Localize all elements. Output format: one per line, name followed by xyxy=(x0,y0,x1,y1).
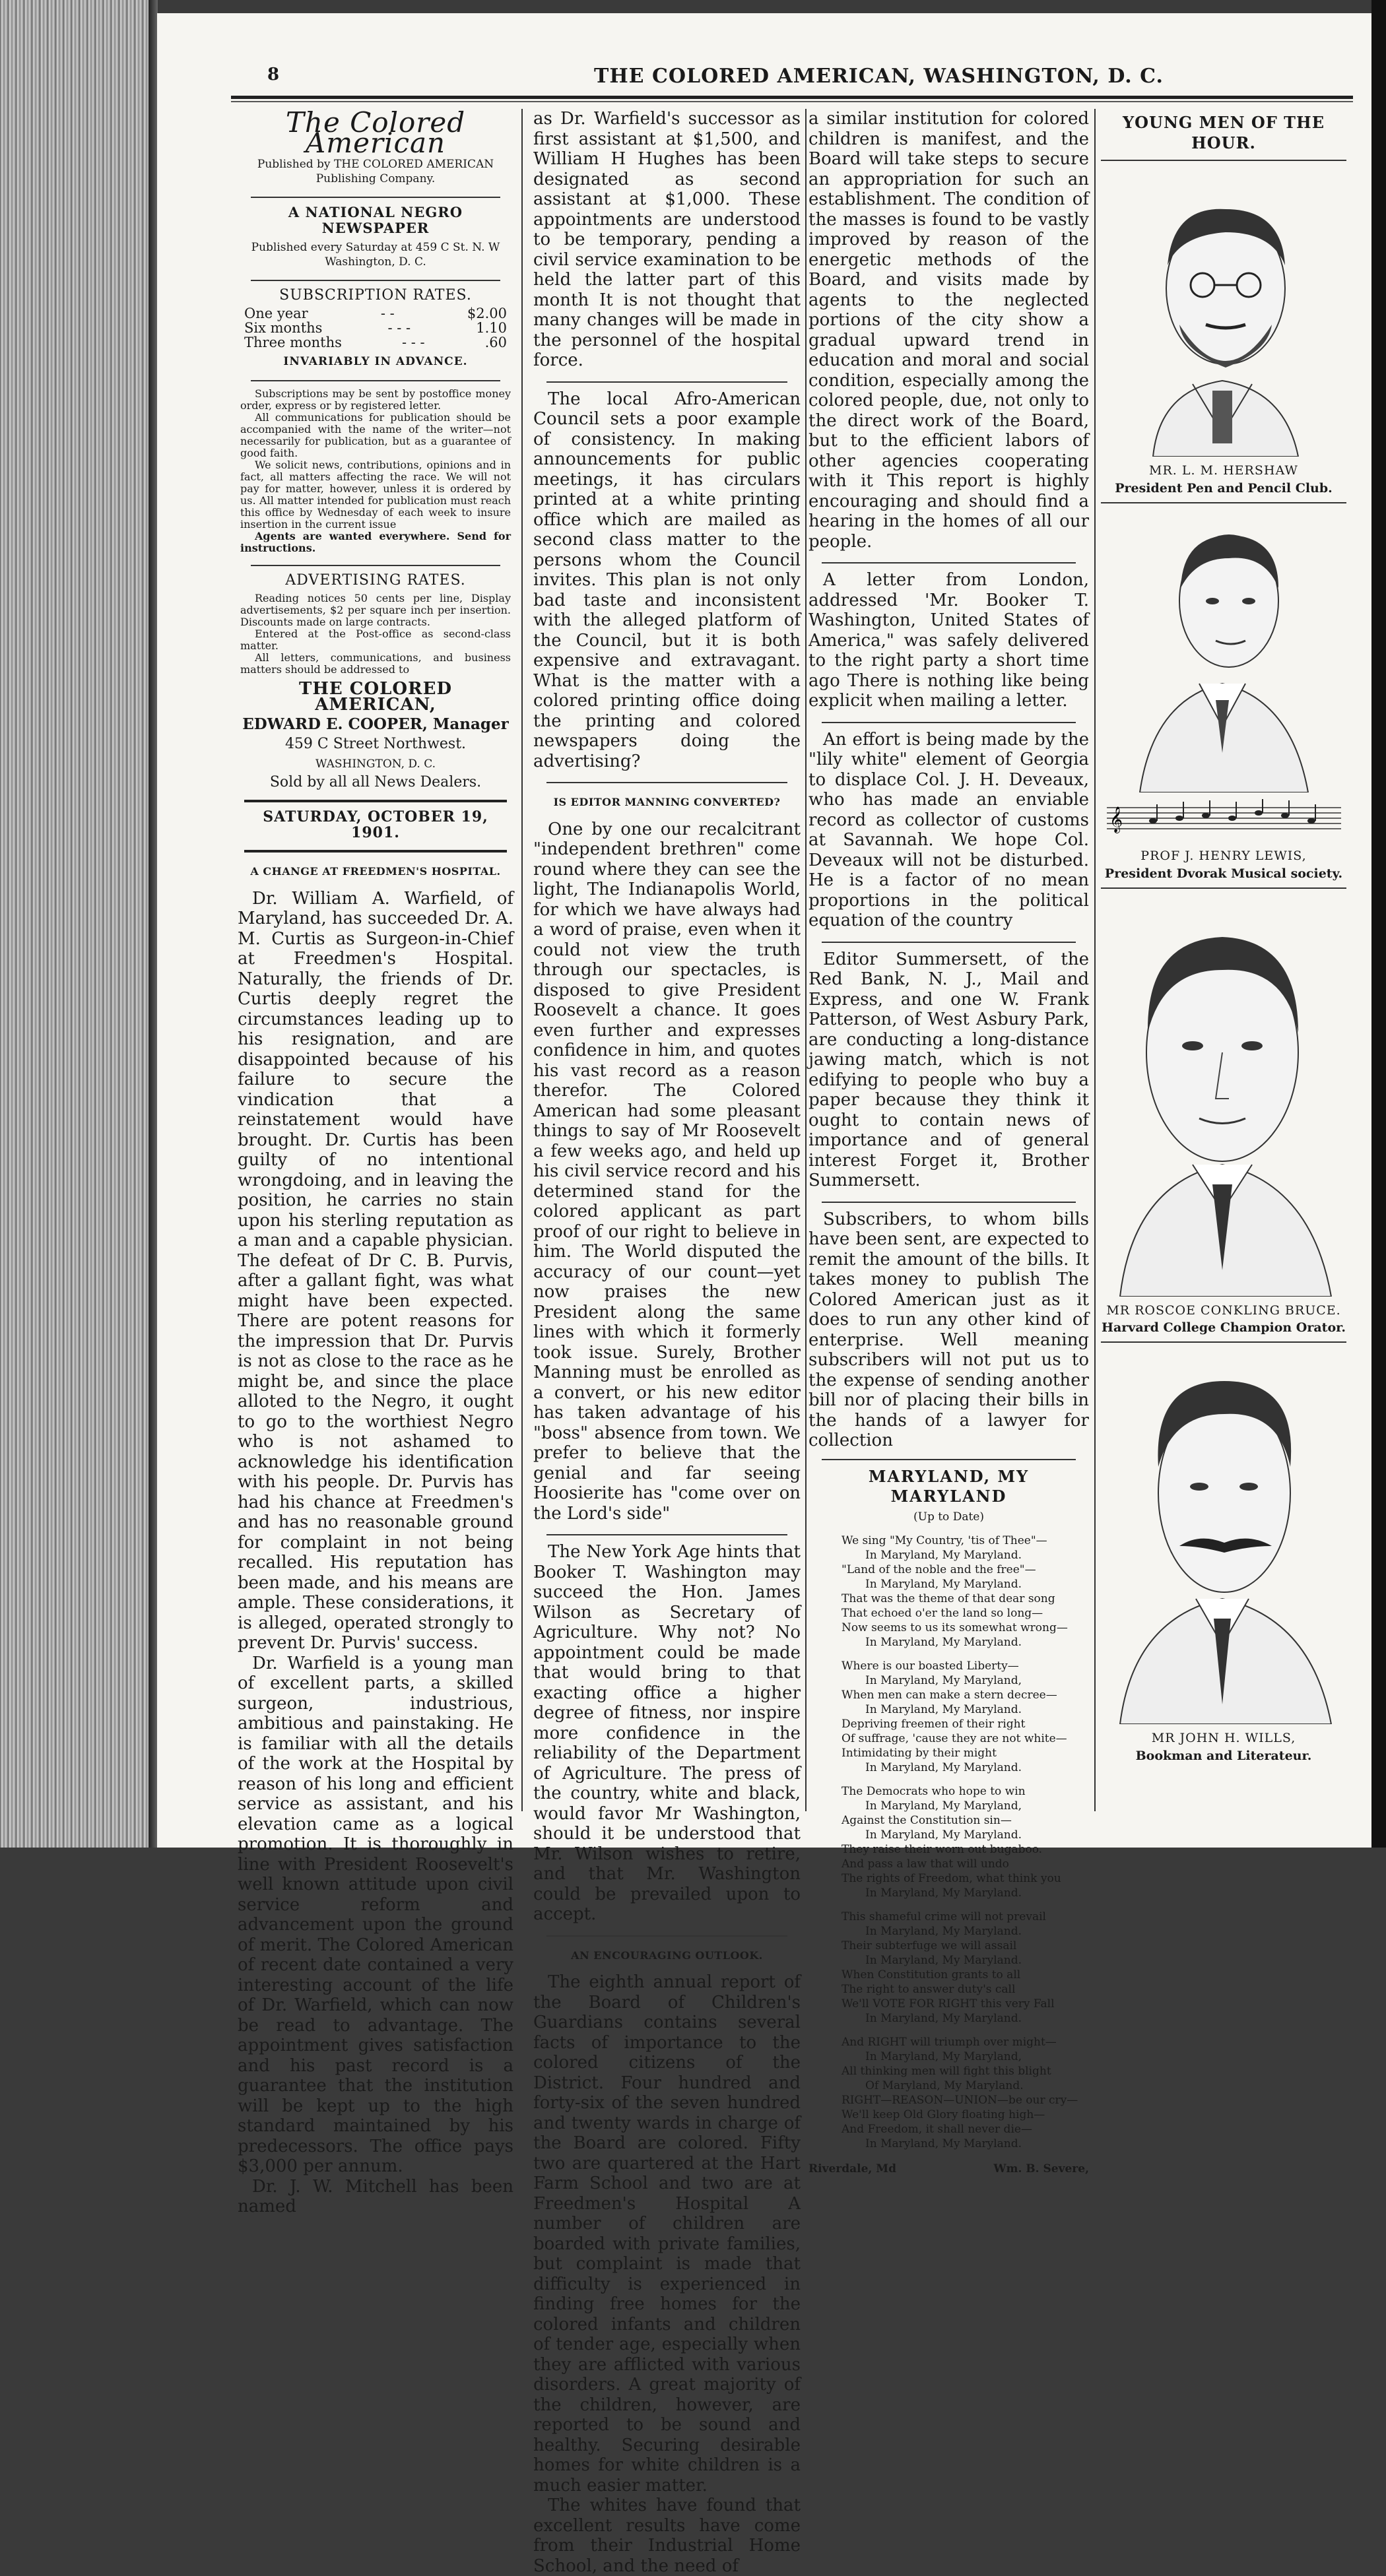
portrait-role: Harvard College Champion Orator. xyxy=(1102,1320,1346,1335)
poem-line: Where is our boasted Liberty— xyxy=(842,1659,1019,1673)
city-line: WASHINGTON, D. C. xyxy=(315,757,436,771)
article-paragraph: as Dr. Warfield's successor as first assistant at $1,500, and William H Hughes has been designated as second assistant at $1,000. These appointments are understood to be temporary, pending a civil service examination to be held the latter part of this month It is not thought that many changes will be made in the personnel of the hospital force. xyxy=(533,109,801,370)
notice-text: Subscriptions may be sent by postoffice money order, express or by registered letter. xyxy=(240,387,511,412)
poem-line: In Maryland, My Maryland. xyxy=(865,1703,1022,1716)
portraits-heading: YOUNG MEN OF THE HOUR. xyxy=(1122,113,1325,152)
poem-body xyxy=(842,1533,1089,2151)
notice-text: All communications for publication should be accompanied with the name of the writer—not necessarily for publication, but as a guarantee of good faith. xyxy=(240,411,511,459)
poem-subtitle: (Up to Date) xyxy=(913,1510,984,1524)
page-number: 8 xyxy=(267,65,280,84)
header-rule-thin xyxy=(231,101,1353,102)
stanza-gap xyxy=(842,1650,1089,1659)
poem-line: When Constitution grants to all xyxy=(842,1968,1021,1981)
issue-date: SATURDAY, OCTOBER 19, 1901. xyxy=(263,808,488,841)
subscription-heading: SUBSCRIPTION RATES. xyxy=(279,287,472,304)
divider xyxy=(244,850,507,853)
divider xyxy=(546,1935,787,1937)
article-paragraph: a similar institution for colored children is manifest, and the Board will take steps to secure an appropriation for such an establishment. The condition of the masses is found to be vastly improved by reason of the energetic methods of the Board, and visits made by agents to the neglected portions of the city show a gradual upward trend in education and moral and social condition, especially among the colored people, due, not only to the direct work of the Board, but to the efficient labors of other agencies cooperating with it This report is highly encouraging and should find a hearing in the homes of all our people. xyxy=(808,109,1089,552)
poem-line: In Maryland, My Maryland, xyxy=(865,1674,1022,1687)
poem-line: In Maryland, My Maryland. xyxy=(865,1549,1022,1562)
divider xyxy=(822,942,1076,943)
advertising-heading: ADVERTISING RATES. xyxy=(285,572,466,589)
portrait-lewis xyxy=(1107,515,1341,792)
divider xyxy=(822,1459,1076,1460)
article-paragraph: Dr. William A. Warfield, of Maryland, has succeeded Dr. A. M. Curtis as Surgeon-in-Chief at Freedmen's Hospital. Naturally, the friends of Dr. Curtis deeply regret the circumstances leading up to his resignation, and are disappointed because of his failure to secure the vindication that a reinstatement would have brought. Dr. Curtis has been guilty of no intentional wrongdoing, and in leaving the position, he carries no stain upon his sterling reputation as a man and a capable physician. The defeat of Dr C. B. Purvis, after a gallant fight, was what might have been expected. There are potent reasons for the impression that Dr. Purvis is not as close to the race as he might be, and since the place alloted to the Negro, it ought to go to the worthiest Negro who is not ashamed to acknowledge his identification with his people. Dr. Purvis has had his chance at Freedmen's and has no reasonable ground for complaint in not being recalled. His reputation has been made, and his means are ample. These considerations, it is alleged, operated strongly to prevent Dr. Purvis' success. xyxy=(238,888,513,1653)
portrait-name: MR ROSCOE CONKLING BRUCE. xyxy=(1106,1303,1341,1318)
poem-line: That echoed o'er the land so long— xyxy=(842,1607,1043,1620)
advertising-text: Reading notices 50 cents per line, Display advertisements, $2 per square inch per insertion. Discounts made on large contracts. xyxy=(240,592,511,628)
article-paragraph: The local Afro-American Council sets a poor example of consistency. In making announcements for public meetings, it has circulars printed at a white printing office which are mailed as second class matter to the persons whom the Council invites. This plan is not only bad taste and inconsistent with the alleged platform of the Council, but it is both expensive and extravagant. What is the matter with a colored printing office doing the printing and colored newspapers doing the advertising? xyxy=(533,389,801,771)
poem-line: In Maryland, My Maryland. xyxy=(865,2137,1022,2150)
article-heading: A CHANGE AT FREEDMEN'S HOSPITAL. xyxy=(250,865,501,878)
poem-line: In Maryland, My Maryland. xyxy=(865,1954,1022,1967)
divider xyxy=(822,722,1076,723)
column-3 xyxy=(808,109,1089,2179)
page-edge xyxy=(1371,0,1386,1848)
rate-row xyxy=(244,321,507,335)
portrait-role: President Pen and Pencil Club. xyxy=(1115,480,1333,496)
portrait-engraving-icon xyxy=(1107,173,1341,457)
poem-line: Intimidating by their might xyxy=(842,1747,997,1760)
article-paragraph: One by one our recalcitrant "independent brethren" come round where they can see the light, The Indianapolis World, for which we have always had a word of praise, even when it could not view the truth through our spectacles, is disposed to give President Roosevelt a chance. It goes even further and expresses confidence in him, and quotes his vast record as a reason therefor. The Colored American had some pleasant things to say of Mr Roosevelt a few weeks ago, and held up his civil service record and his determined stand for the colored applicant as part proof of our right to believe in him. The World disputed the accuracy of our count—yet now praises the new President along the same lines with which it formerly took issue. Surely, Brother Manning must be enrolled as a convert, or his new editor has taken advantage of his "boss" absence from town. We prefer to believe that the genial and far seeing Hoosierite has "come over on the Lord's side" xyxy=(533,819,801,1524)
poem-line: They raise their worn out bugaboo. xyxy=(842,1843,1043,1856)
poem-line: The right to answer duty's call xyxy=(842,1983,1016,1996)
portrait-wills xyxy=(1107,1355,1341,1724)
portrait-hershaw xyxy=(1107,173,1341,457)
advertising-notices xyxy=(240,593,511,676)
sold-by-line: Sold by all all News Dealers. xyxy=(269,774,482,790)
poem-line: In Maryland, My Maryland. xyxy=(865,1578,1022,1591)
invariably-in-advance: INVARIABLY IN ADVANCE. xyxy=(283,355,468,368)
divider xyxy=(251,380,500,381)
poem-line: We'll keep Old Glory floating high— xyxy=(842,2108,1045,2121)
signature-place: Riverdale, Md xyxy=(808,2162,896,2175)
notice-text: Agents are wanted everywhere. Send for instructions. xyxy=(240,530,511,554)
poem-line: And pass a law that will undo xyxy=(842,1857,1009,1871)
divider xyxy=(1101,887,1346,889)
advertising-text: Entered at the Post-office as second-class matter. xyxy=(240,628,511,652)
poem-line: Of suffrage, 'cause they are not white— xyxy=(842,1732,1067,1745)
poem-line: In Maryland, My Maryland. xyxy=(865,2012,1022,2025)
poem-line: In Maryland, My Maryland. xyxy=(865,1886,1022,1900)
portrait-engraving-icon xyxy=(1107,1355,1341,1724)
article-paragraph: A letter from London, addressed 'Mr. Booker T. Washington, United States of America," was safely delivered to the right party a short time ago There is nothing like being explicit when mailing a letter. xyxy=(808,570,1089,711)
portrait-role: Bookman and Literateur. xyxy=(1135,1748,1312,1763)
divider xyxy=(546,381,787,383)
signature-author: Wm. B. Severe, xyxy=(993,2162,1089,2175)
article-paragraph: The whites have found that excellent results have come from their Industrial Home School, and the need of xyxy=(533,2496,801,2576)
article-paragraph: An effort is being made by the "lily white" element of Georgia to displace Col. J. H. Deveaux, who has made an enviable record as collector of customs at Savannah. We hope Col. Deveaux will not be disturbed. He is a factor of no mean proportions in the political equation of the country xyxy=(808,729,1089,930)
stanza-gap xyxy=(842,1775,1089,1784)
rate-row xyxy=(244,335,507,350)
poem-line: In Maryland, My Maryland, xyxy=(865,2050,1022,2063)
manager-line: EDWARD E. COOPER, Manager xyxy=(242,715,509,733)
portrait-name: MR. L. M. HERSHAW xyxy=(1149,463,1298,478)
poem-line: In Maryland, My Maryland. xyxy=(865,1761,1022,1774)
column-2 xyxy=(533,109,801,2576)
poem-line: RIGHT—REASON—UNION—be our cry— xyxy=(842,2094,1078,2107)
divider xyxy=(251,280,500,281)
poem-line: We sing "My Country, 'tis of Thee"— xyxy=(842,1534,1047,1547)
poem-line: Now seems to us its somewhat wrong— xyxy=(842,1621,1068,1634)
poem-line: All thinking men will fight this blight xyxy=(842,2065,1051,2078)
column-1 xyxy=(238,106,513,2217)
subscription-notices xyxy=(240,388,511,554)
rate-label: Six months xyxy=(244,320,323,336)
poem-title: MARYLAND, MY MARYLAND xyxy=(868,1466,1030,1506)
publisher-line: Published by THE COLORED AMERICAN Publishing Company. xyxy=(257,158,494,185)
address-name: THE COLORED AMERICAN, xyxy=(298,679,453,715)
article-paragraph: Editor Summersett, of the Red Bank, N. J., Mail and Express, and one W. Frank Patterson, of West Asbury Park, are conducting a long-distance jawing match, which is not edifying to people who buy a paper because they think it ought to contain news of importance and of general interest Forget it, Brother Summersett. xyxy=(808,949,1089,1190)
divider xyxy=(251,197,500,198)
poem-line: We'll VOTE FOR RIGHT this very Fall xyxy=(842,1997,1055,2011)
poem-line: That was the theme of that dear song xyxy=(842,1592,1055,1605)
notice-text: We solicit news, contributions, opinions and in fact, all matters affecting the race. We will not pay for matter, however, unless it is ordered by us. All matter intended for publication must reach this office by Wednesday of each week to insure insertion in the current issue xyxy=(240,459,511,531)
divider xyxy=(546,782,787,783)
poem-line: In Maryland, My Maryland, xyxy=(865,1799,1022,1813)
portrait-engraving-icon xyxy=(1107,901,1341,1297)
divider xyxy=(822,562,1076,564)
rate-label: One year xyxy=(244,306,308,321)
poem-line: In Maryland, My Maryland. xyxy=(865,1925,1022,1938)
subscription-rates xyxy=(244,306,507,350)
portrait-bruce xyxy=(1107,901,1341,1297)
divider xyxy=(546,1534,787,1535)
national-tagline: A NATIONAL NEGRO NEWSPAPER xyxy=(288,204,463,236)
poem-line: Of Maryland, My Maryland. xyxy=(865,2079,1024,2092)
masthead: The Colored American xyxy=(285,106,466,159)
poem-line: "Land of the noble and the free"— xyxy=(842,1563,1036,1576)
divider xyxy=(1101,1341,1346,1343)
article-heading: AN ENCOURAGING OUTLOOK. xyxy=(571,1948,763,1962)
poem-line: This shameful crime will not prevail xyxy=(842,1910,1046,1923)
article-paragraph: The New York Age hints that Booker T. Washington may succeed the Hon. James Wilson as Secretary of Agriculture. Why not? No appointment could be made that would bring to that exacting office a higher degree of fitness, nor inspire more confidence in the reliability of the Department of Agriculture. The press of the country, white and black, would favor Mr Washington, should it be understood that Mr. Wilson wishes to retire, and that Mr. Washington could be prevailed upon to accept. xyxy=(533,1542,801,1924)
rate-dash: - - - xyxy=(387,320,411,336)
binding-shadow xyxy=(148,0,158,1848)
poem-line: The Democrats who hope to win xyxy=(842,1785,1026,1798)
poem-line: And Freedom, it shall never die— xyxy=(842,2123,1032,2136)
rate-price: 1.10 xyxy=(476,320,507,336)
portrait-name: MR JOHN H. WILLS, xyxy=(1151,1731,1296,1745)
stanza-gap xyxy=(842,1900,1089,1910)
portrait-engraving-icon xyxy=(1107,515,1341,792)
article-paragraph: Dr. J. W. Mitchell has been named xyxy=(238,2176,513,2216)
svg-text:𝄞: 𝄞 xyxy=(1109,806,1123,833)
column-rule xyxy=(1094,109,1096,1811)
rate-price: $2.00 xyxy=(467,306,507,321)
column-rule xyxy=(805,109,807,1811)
column-rule xyxy=(521,109,523,1811)
poem-line: When men can make a stern decree— xyxy=(842,1689,1057,1702)
article-heading: IS EDITOR MANNING CONVERTED? xyxy=(553,796,781,808)
music-staff-icon xyxy=(1107,798,1341,837)
published-every: Published every Saturday at 459 C St. N. W Washington, D. C. xyxy=(251,241,500,269)
street-address: 459 C Street Northwest. xyxy=(284,736,467,752)
divider xyxy=(822,1202,1076,1203)
article-paragraph: Subscribers, to whom bills have been sent, are expected to remit the amount of the bills. It takes money to publish The Colored American just as it does to run any other kind of enterprise. Well meaning subscribers will not put us to the expense of sending another bill nor of placing their bills in the hands of a lawyer for collection xyxy=(808,1209,1089,1450)
rate-price: .60 xyxy=(484,335,507,350)
divider xyxy=(1101,160,1346,161)
portrait-role: President Dvorak Musical society. xyxy=(1104,866,1343,881)
divider xyxy=(1101,502,1346,503)
article-paragraph: Dr. Warfield is a young man of excellent parts, a skilled surgeon, industrious, ambitious and painstaking. He is familiar with all the details of the work at the Hospital by reason of his long and efficient service as assistant, and his elevation came as a logical promotion. It is thoroughly in line with President Roosevelt's well known attitude upon civil service reform and advancement upon the ground of merit. The Colored American of recent date contained a very interesting account of the life of Dr. Warfield, which can now be read to advantage. The appointment gives satisfaction and his past record is a guarantee that the institution will be kept up to the high standard maintained by his predecessors. The office pays $3,000 per annum. xyxy=(238,1653,513,2176)
article-paragraph: The eighth annual report of the Board of Children's Guardians contains several facts of importance to the colored citizens of the District. Four hundred and forty-six of the seven hundred and twenty wards in charge of the Board are colored. Fifty two are quartered at the Hart Farm School and two are at Freedmen's Hospital A number of children are boarded with private families, but complaint is made that difficulty is experienced in finding free homes for the colored infants and children of tender age, especially when they are afflicted with various disorders. A great majority of the children, however, are reported to be sound and healthy. Securing desirable homes for white children is a much easier matter. xyxy=(533,1972,801,2496)
rate-row xyxy=(244,306,507,321)
poem-line: Depriving freemen of their right xyxy=(842,1718,1026,1731)
portrait-name: PROF J. HENRY LEWIS, xyxy=(1140,849,1307,863)
poem-line: In Maryland, My Maryland. xyxy=(865,1828,1022,1842)
poem-line: The rights of Freedom, what think you xyxy=(842,1872,1061,1885)
divider xyxy=(244,800,507,802)
divider xyxy=(251,565,500,566)
poem-line: Their subterfuge we will assail xyxy=(842,1939,1017,1952)
poem-line: And RIGHT will triumph over might— xyxy=(842,2036,1057,2049)
rate-dash: - - - xyxy=(401,335,425,350)
stanza-gap xyxy=(842,2026,1089,2035)
header-rule xyxy=(231,96,1353,99)
running-head: THE COLORED AMERICAN, WASHINGTON, D. C. xyxy=(594,65,1164,88)
book-binding xyxy=(0,0,148,1848)
advertising-text: All letters, communications, and business matters should be addressed to xyxy=(240,651,511,676)
poem-line: In Maryland, My Maryland. xyxy=(865,1636,1022,1649)
poem-line: Against the Constitution sin— xyxy=(842,1814,1012,1827)
rate-label: Three months xyxy=(244,335,342,350)
rate-dash: - - xyxy=(380,306,395,321)
poem-signature xyxy=(808,2159,1089,2179)
column-4 xyxy=(1101,109,1346,1763)
